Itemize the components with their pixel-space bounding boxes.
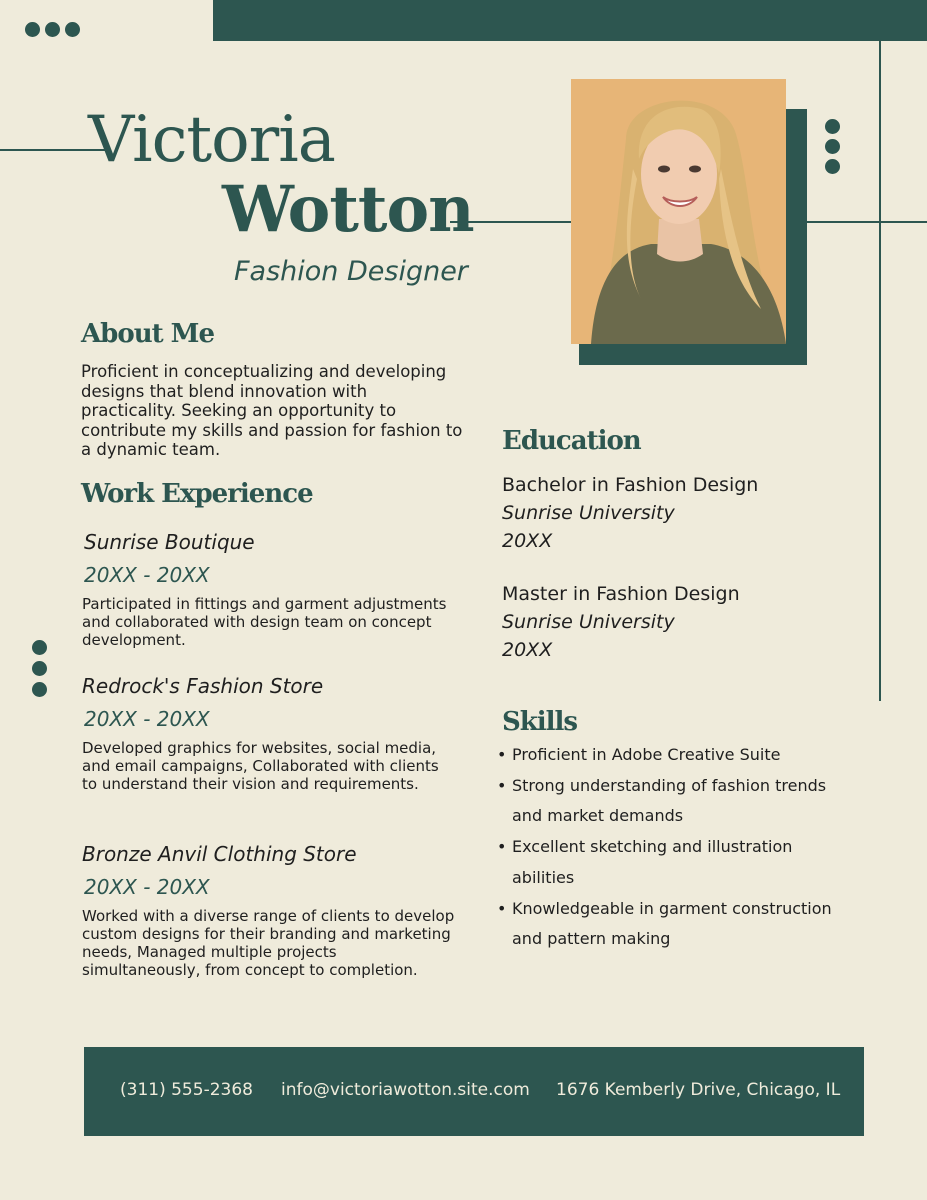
job-company: Bronze Anvil Clothing Store (82, 842, 357, 866)
dot (32, 682, 47, 697)
left-side-dots (32, 640, 48, 696)
right-divider-line (879, 41, 881, 701)
education-year: 20XX (502, 639, 553, 661)
photo-side-dots (825, 119, 841, 175)
job-dates: 20XX - 20XX (84, 563, 210, 587)
dot (825, 159, 840, 174)
dot (32, 640, 47, 655)
contact-phone: (311) 555-2368 (120, 1080, 253, 1100)
top-banner-bar (213, 0, 927, 41)
dot (825, 139, 840, 154)
education-school: Sunrise University (502, 502, 675, 524)
job-description: Worked with a diverse range of clients to develop custom designs for their branding and marketing needs, Managed multiple projects simultaneously, from concept to completion. (82, 907, 455, 979)
job-title: Fashion Designer (234, 256, 468, 287)
skills-heading: Skills (502, 707, 578, 737)
right-accent-line (806, 221, 927, 223)
profile-photo (571, 79, 786, 344)
education-degree: Bachelor in Fashion Design (502, 474, 759, 496)
education-entry (502, 472, 862, 554)
skill-item: • Knowledgeable in garment construction and pattern making (497, 894, 857, 955)
top-left-dots (25, 22, 85, 37)
contact-address: 1676 Kemberly Drive, Chicago, IL (556, 1080, 841, 1100)
skill-item: • Strong understanding of fashion trends and market demands (497, 771, 857, 832)
job-entry (82, 842, 457, 979)
education-heading: Education (502, 426, 641, 456)
skills-list (497, 740, 857, 955)
last-name: Wotton (222, 172, 474, 247)
education-year: 20XX (502, 530, 553, 552)
portrait-illustration (571, 79, 786, 344)
dot (25, 22, 40, 37)
job-entry (82, 530, 457, 649)
dot (825, 119, 840, 134)
work-heading: Work Experience (81, 479, 313, 509)
education-entry (502, 581, 862, 663)
job-company: Redrock's Fashion Store (82, 674, 324, 698)
contact-email: info@victoriawotton.site.com (281, 1080, 530, 1100)
job-dates: 20XX - 20XX (84, 707, 210, 731)
dot (65, 22, 80, 37)
dot (32, 661, 47, 676)
about-text: Proficient in conceptualizing and developing designs that blend innovation with practicality. Seeking an opportunity to contribute my skills and passion for fashion to a dynamic team. (81, 362, 463, 459)
job-description: Developed graphics for websites, social media, and email campaigns, Collaborated with clients to understand their vision and requirements. (82, 739, 439, 793)
contact-footer (84, 1047, 864, 1136)
job-description: Participated in fittings and garment adjustments and collaborated with design team on concept development. (82, 595, 447, 649)
job-company: Sunrise Boutique (84, 530, 255, 554)
education-degree: Master in Fashion Design (502, 583, 740, 605)
job-entry (82, 674, 457, 793)
dot (45, 22, 60, 37)
education-school: Sunrise University (502, 611, 675, 633)
first-name: Victoria (88, 103, 335, 177)
skill-item: • Proficient in Adobe Creative Suite (497, 740, 857, 771)
skill-item: • Excellent sketching and illustration abilities (497, 832, 857, 893)
about-heading: About Me (81, 319, 214, 349)
job-dates: 20XX - 20XX (84, 875, 210, 899)
